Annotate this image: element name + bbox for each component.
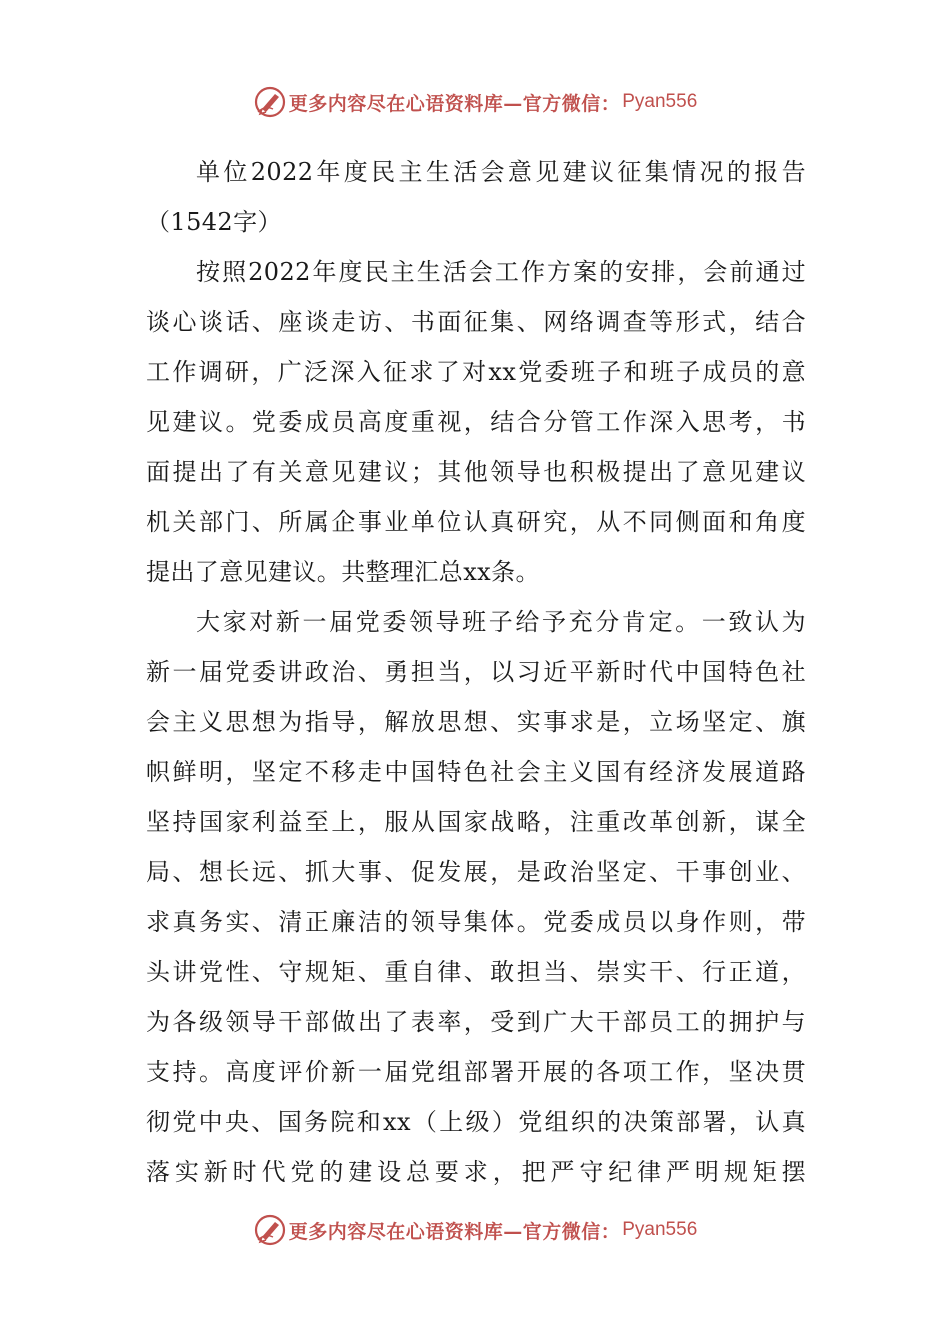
paragraph-line: 见建议。党委成员高度重视，结合分管工作深入思考，书 (146, 408, 806, 436)
paragraph-line: 求真务实、清正廉洁的领导集体。党委成员以身作则，带 (146, 908, 806, 936)
paragraph-line: 局、想长远、抓大事、促发展，是政治坚定、干事创业、 (146, 858, 806, 886)
paragraph-line: 按照2022年度民主生活会工作方案的安排，会前通过 (196, 258, 806, 286)
pen-logo-icon (253, 1213, 287, 1247)
watermark-wechat-id: Pyan556 (622, 1219, 698, 1240)
paragraph-line: 为各级领导干部做出了表率，受到广大干部员工的拥护与 (146, 1008, 806, 1036)
paragraph-line: 机关部门、所属企事业单位认真研究，从不同侧面和角度 (146, 508, 806, 536)
watermark-text: 更多内容尽在心语资料库—官方微信： (288, 1220, 621, 1243)
pen-logo-icon (253, 85, 287, 119)
paragraph-line: 帜鲜明，坚定不移走中国特色社会主义国有经济发展道路 (146, 758, 806, 786)
document-title-line: （1542字） (146, 208, 282, 236)
paragraph-line: 彻党中央、国务院和xx（上级）党组织的决策部署，认真 (146, 1108, 806, 1136)
paragraph-line: 谈心谈话、座谈走访、书面征集、网络调查等形式，结合 (146, 308, 806, 336)
paragraph-line: 大家对新一届党委领导班子给予充分肯定。一致认为 (196, 608, 806, 636)
paragraph-line: 落实新时代党的建设总要求，把严守纪律严明规矩摆 (146, 1158, 806, 1186)
paragraph-line: 工作调研，广泛深入征求了对xx党委班子和班子成员的意 (146, 358, 806, 386)
paragraph-line: 会主义思想为指导，解放思想、实事求是，立场坚定、旗 (146, 708, 806, 736)
document-title-line: 单位2022年度民主生活会意见建议征集情况的报告 (196, 158, 806, 186)
watermark-wechat-id: Pyan556 (622, 91, 698, 112)
footer-watermark (0, 1210, 950, 1250)
paragraph-line: 头讲党性、守规矩、重自律、敢担当、崇实干、行正道， (146, 958, 806, 986)
watermark-text: 更多内容尽在心语资料库—官方微信： (288, 92, 621, 115)
paragraph-line: 面提出了有关意见建议；其他领导也积极提出了意见建议 (146, 458, 806, 486)
paragraph-line: 支持。高度评价新一届党组部署开展的各项工作，坚决贯 (146, 1058, 806, 1086)
header-watermark (0, 82, 950, 122)
paragraph-line: 提出了意见建议。共整理汇总xx条。 (146, 558, 540, 586)
document-body (146, 147, 806, 1197)
paragraph-line: 坚持国家利益至上，服从国家战略，注重改革创新，谋全 (146, 808, 806, 836)
paragraph-line: 新一届党委讲政治、勇担当，以习近平新时代中国特色社 (146, 658, 806, 686)
